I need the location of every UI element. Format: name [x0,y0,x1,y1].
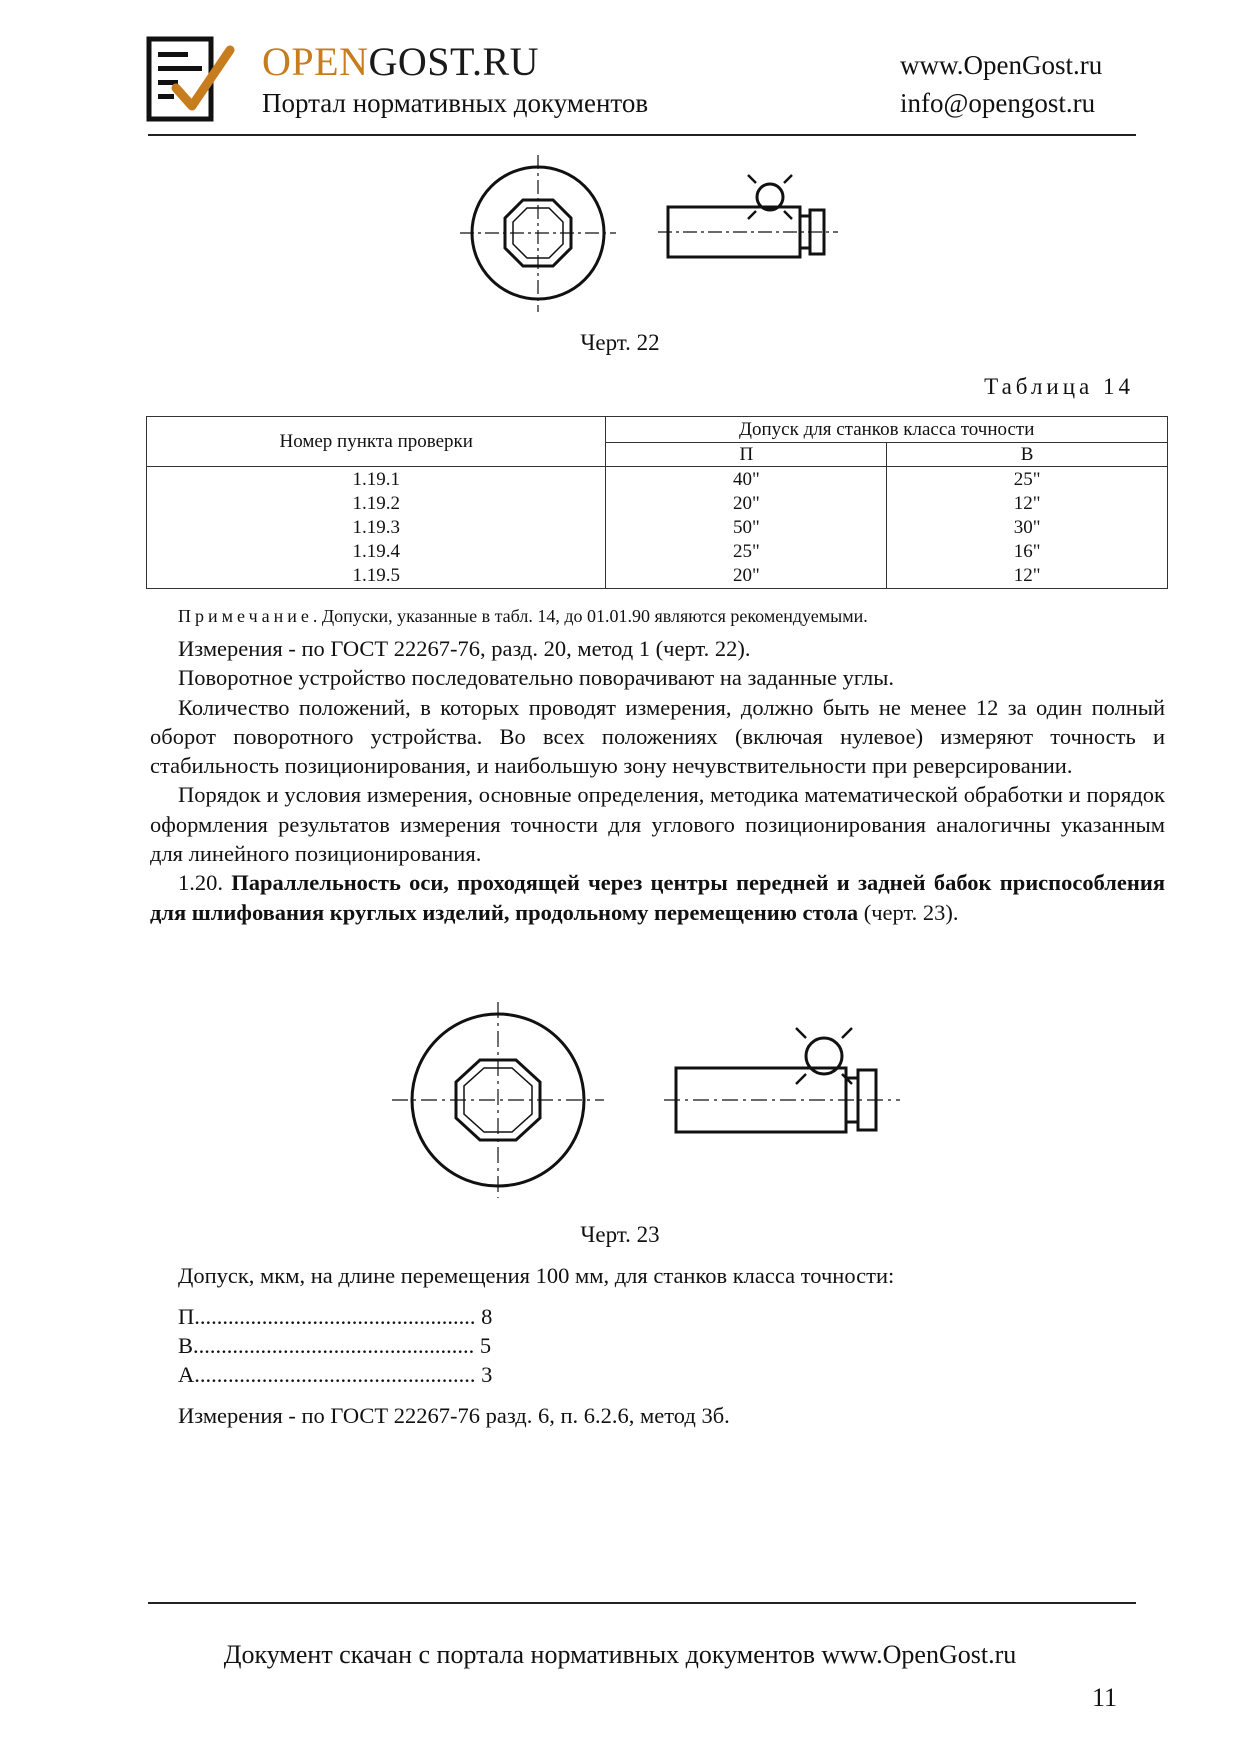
footer-divider [148,1602,1136,1604]
table-row [147,564,1168,589]
table-cell: 30" [887,516,1168,540]
table-cell: 16" [887,540,1168,564]
table-cell: 20" [606,492,887,516]
col-header-class-v: В [887,443,1168,467]
table-cell: 1.19.2 [147,492,606,516]
portal-tagline: Портал нормативных документов [262,88,649,118]
item-ref: (черт. 23). [858,899,959,925]
logo-gost: GOST.RU [368,39,540,84]
dot-leader: .................................................. [193,1333,475,1358]
col-header-check-number: Номер пункта проверки [147,417,606,467]
paragraph-positions: Количество положений, в которых проводят измерения, должно быть не менее 12 за один полный оборот поворотного устройства. Во всех положениях (включая нулевое) измеряют точность и стабильность позиционирования, и наибольшую зону нечувствительности при реверсировании. [150,694,1165,779]
table-row [147,516,1168,540]
table-cell: 20" [606,564,887,589]
tolerance-class: А [178,1362,195,1387]
header-divider [148,134,1136,136]
logo-text [262,38,539,85]
figure-23-caption: Черт. 23 [580,1222,660,1247]
fig23-side-view [664,1028,900,1132]
table-cell: 50" [606,516,887,540]
col-header-tolerance-group: Допуск для станков класса точности [606,417,1168,443]
table-row [147,540,1168,564]
table-cell: 12" [887,492,1168,516]
table-cell: 40" [606,467,887,493]
table-row [147,467,1168,493]
table-cell: 1.19.4 [147,540,606,564]
table-cell: 25" [887,467,1168,493]
table-row [147,492,1168,516]
note-text: . Допуски, указанные в табл. 14, до 01.01.90 являются рекомендуемыми. [312,606,868,626]
dot-leader: .................................................. [194,1362,476,1387]
tolerance-class: В [178,1333,194,1358]
paragraph-item-1-20 [150,868,1165,927]
measurement-final: Измерения - по ГОСТ 22267-76 разд. 6, п. 6.2.6, метод 3б. [178,1403,730,1428]
footer-text: Документ скачан с портала нормативных документов www.OpenGost.ru [223,1640,1017,1669]
table-cell: 25" [606,540,887,564]
fig22-side-view [658,175,838,257]
table-14 [146,416,1168,589]
fig22-front-view [460,155,616,312]
dot-leader: .................................................. [194,1304,476,1329]
list-item [178,1333,491,1359]
paragraph-rotation: Поворотное устройство последовательно поворачивают на заданные углы. [178,665,894,691]
logo-open: OPEN [262,39,369,84]
figure-22-caption: Черт. 22 [580,330,660,355]
tolerance-intro: Допуск, мкм, на длине перемещения 100 мм, для станков класса точности: [178,1263,895,1288]
tolerance-value: 3 [481,1362,493,1387]
table-cell: 1.19.1 [147,467,606,493]
table-note [178,606,868,627]
tolerance-value: 5 [479,1333,492,1358]
table-cell: 1.19.5 [147,564,606,589]
table-14-caption: Таблица 14 [984,374,1134,399]
header-email-link[interactable]: info@opengost.ru [900,88,1096,118]
list-item [178,1362,492,1388]
table-cell: 1.19.3 [147,516,606,540]
item-number: 1.20. [178,870,232,896]
col-header-class-p: П [606,443,887,467]
page-number: 11 [1092,1683,1118,1712]
paragraph-procedure: Порядок и условия измерения, основные определения, методика математической обработки и порядок оформления результатов измерения точности для углового позиционирования аналогичны указанным для линейного позиционирования. [150,782,1165,867]
header-website-link[interactable]: www.OpenGost.ru [900,50,1103,80]
note-label: Примечание [178,606,313,626]
fig23-front-view [392,1002,604,1198]
tolerance-class: П [178,1304,195,1329]
body-text [150,634,1165,927]
tolerance-value: 8 [481,1304,493,1329]
table-cell: 12" [887,564,1168,589]
paragraph-measurement-1: Измерения - по ГОСТ 22267-76, разд. 20, метод 1 (черт. 22). [178,636,751,661]
figure-23-drawing [382,1000,922,1200]
list-item [178,1304,492,1330]
figure-22-drawing [440,150,860,320]
logo-icon [146,36,236,122]
item-title: Параллельность оси, проходящей через центры передней и задней бабок приспособления для шлифования круглых изделий, продольному перемещению стола [150,870,1166,925]
